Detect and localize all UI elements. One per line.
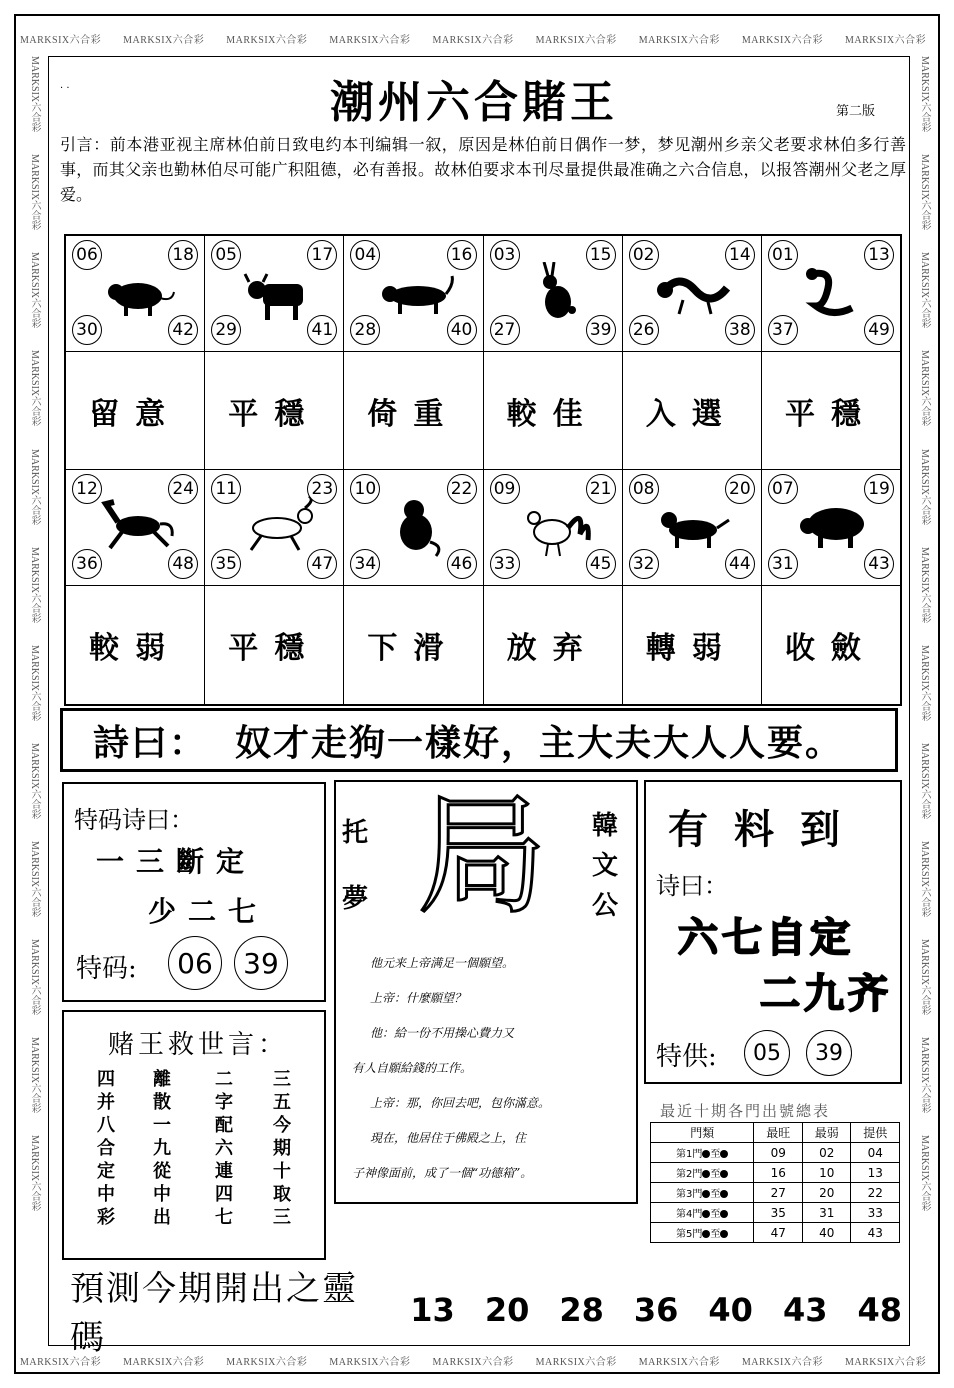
stats-offer: 22 (851, 1183, 900, 1203)
goat-icon (235, 496, 315, 558)
zodiac-number: 35 (211, 549, 241, 579)
stats-header: 最弱 (802, 1123, 851, 1143)
zodiac-status: 留意 (66, 352, 205, 469)
stats-hot: 27 (754, 1183, 803, 1203)
zodiac-number: 31 (768, 549, 798, 579)
story-line: 有人自願給錢的工作。 (352, 1061, 473, 1075)
ball-icon (720, 1150, 728, 1158)
watermark-text: MARKSIX六合彩 (919, 252, 930, 329)
poem-label: 詩曰： (93, 722, 208, 764)
watermark-text: MARKSIX六合彩 (919, 546, 930, 623)
watermark-text: MARKSIX六合彩 (919, 154, 930, 231)
watermark-text: MARKSIX六合彩 (919, 56, 930, 133)
zodiac-cell (623, 470, 762, 585)
watermark-text: MARKSIX六合彩 (29, 939, 40, 1016)
gambler-words-column: 二字配六連四七 (215, 1069, 233, 1228)
zodiac-number: 33 (490, 549, 520, 579)
zodiac-number: 29 (211, 315, 241, 345)
zodiac-number: 04 (350, 240, 380, 270)
story-line: 他元来上帝满足一個願望。 (370, 956, 515, 970)
zodiac-number: 14 (725, 240, 755, 270)
zodiac-number: 37 (768, 315, 798, 345)
zodiac-status: 平穩 (205, 586, 344, 704)
special-code-number: 06 (168, 936, 222, 990)
stats-hot: 16 (754, 1163, 803, 1183)
zodiac-status: 轉弱 (623, 586, 762, 704)
prediction-label: 預測今期開出之靈碼 (70, 1269, 358, 1358)
watermark-text: MARKSIX六合彩 (226, 34, 308, 46)
zodiac-cell (344, 236, 483, 351)
ball-icon (720, 1190, 728, 1198)
stats-row (651, 1223, 900, 1243)
watermark-text: MARKSIX六合彩 (845, 1356, 927, 1368)
stats-gate (651, 1223, 754, 1243)
zodiac-animal-row (66, 470, 900, 586)
zodiac-number: 28 (350, 315, 380, 345)
zodiac-number: 27 (490, 315, 520, 345)
zodiac-number: 10 (350, 474, 380, 504)
zodiac-number: 24 (168, 474, 198, 504)
zodiac-number: 01 (768, 240, 798, 270)
dream-label-char: 夢 (342, 884, 369, 914)
zodiac-status: 平穩 (784, 396, 877, 432)
watermark-text: MARKSIX六合彩 (29, 546, 40, 623)
zodiac-number: 13 (864, 240, 894, 270)
zodiac-cell (66, 470, 205, 585)
watermark-text: MARKSIX六合彩 (29, 1037, 40, 1114)
zodiac-number: 39 (586, 315, 616, 345)
ball-icon (720, 1230, 728, 1238)
pig-icon (792, 496, 872, 558)
watermark-text: MARKSIX六合彩 (741, 1356, 823, 1368)
zodiac-number: 43 (864, 549, 894, 579)
zodiac-number: 21 (586, 474, 616, 504)
watermark-text: MARKSIX六合彩 (20, 1356, 102, 1368)
story-line: 他：給一份不用操心費力又 (370, 1026, 515, 1040)
zodiac-number: 42 (168, 315, 198, 345)
stats-offer: 43 (851, 1223, 900, 1243)
zodiac-status: 下滑 (344, 586, 483, 704)
zodiac-number: 15 (586, 240, 616, 270)
gate-label: 第5門 (676, 1229, 703, 1240)
gambler-words-column: 四并八合定中彩 (97, 1069, 115, 1228)
watermark-text: MARKSIX六合彩 (29, 350, 40, 427)
page-title: 潮州六合賭王 (330, 77, 618, 128)
stats-offer: 04 (851, 1143, 900, 1163)
zodiac-number: 18 (168, 240, 198, 270)
stats-table (650, 1122, 900, 1243)
zodiac-number: 07 (768, 474, 798, 504)
stats-gate (651, 1163, 754, 1183)
arrival-offer-number: 39 (806, 1030, 852, 1076)
gambler-words-title: 赌王救世言： (108, 1030, 289, 1060)
zodiac-number: 11 (211, 474, 241, 504)
zodiac-cell (623, 236, 762, 351)
zodiac-number: 44 (725, 549, 755, 579)
zodiac-number: 34 (350, 549, 380, 579)
watermark-text: MARKSIX六合彩 (29, 1135, 40, 1212)
watermark-text: MARKSIX六合彩 (226, 1356, 308, 1368)
zodiac-number: 47 (307, 549, 337, 579)
gambler-words-column: 離散一九從中出 (153, 1069, 171, 1228)
zodiac-grid (64, 234, 902, 706)
watermark-text: MARKSIX六合彩 (20, 34, 102, 46)
zodiac-status: 較弱 (66, 586, 205, 704)
stats-header: 最旺 (754, 1123, 803, 1143)
watermark-text: MARKSIX六合彩 (919, 841, 930, 918)
arrival-offer-label: 特供: (656, 1042, 717, 1072)
tiger-icon (374, 262, 454, 324)
story-line: 上帝：那，你回去吧，包你滿意。 (370, 1096, 551, 1110)
story-line: 現在，他居住于佛殿之上，住 (370, 1131, 527, 1145)
stats-hot: 35 (754, 1203, 803, 1223)
rabbit-icon (514, 262, 594, 324)
zodiac-number: 48 (168, 549, 198, 579)
watermark-text: MARKSIX六合彩 (29, 841, 40, 918)
zodiac-status: 平穩 (205, 352, 344, 469)
gambler-words-column: 三五今期十取三 (273, 1069, 291, 1228)
stats-header: 門類 (651, 1123, 754, 1143)
zodiac-number: 06 (72, 240, 102, 270)
watermark-text: MARKSIX六合彩 (432, 1356, 514, 1368)
watermark-text: MARKSIX六合彩 (123, 34, 205, 46)
stats-row (651, 1203, 900, 1223)
watermark-text: MARKSIX六合彩 (919, 742, 930, 819)
zodiac-status: 收斂 (784, 631, 877, 666)
zodiac-animal-row (66, 236, 900, 352)
stats-offer: 13 (851, 1163, 900, 1183)
gate-range: 至 (710, 1209, 721, 1220)
stats-cold: 02 (802, 1143, 851, 1163)
zodiac-cell (762, 236, 900, 351)
arrival-title: 有料到 (668, 807, 866, 853)
edition-label: 第二版 (836, 104, 876, 119)
dream-big-char: 局 (416, 780, 547, 932)
gate-label: 第3門 (676, 1189, 703, 1200)
watermark-text: MARKSIX六合彩 (29, 448, 40, 525)
gate-range: 至 (710, 1189, 721, 1200)
horse-icon (96, 496, 176, 558)
zodiac-number: 19 (864, 474, 894, 504)
ball-icon (720, 1210, 728, 1218)
zodiac-number: 03 (490, 240, 520, 270)
zodiac-cell (484, 470, 623, 585)
watermark-right (917, 56, 937, 1346)
special-poem-title: 特码诗曰： (74, 806, 194, 834)
zodiac-number: 22 (447, 474, 477, 504)
watermark-text: MARKSIX六合彩 (29, 742, 40, 819)
watermark-text: MARKSIX六合彩 (329, 1356, 411, 1368)
watermark-text: MARKSIX六合彩 (29, 252, 40, 329)
zodiac-cell (484, 236, 623, 351)
dragon-icon (653, 262, 733, 324)
watermark-text: MARKSIX六合彩 (845, 34, 927, 46)
poem-banner (60, 708, 898, 772)
arrival-poem-line1: 六七自定 (678, 915, 854, 961)
stats-header: 提供 (851, 1123, 900, 1143)
zodiac-status-row (66, 352, 900, 470)
prediction-number: 48 (857, 1291, 902, 1329)
special-poem-line1: 一三斷定 (96, 845, 257, 878)
zodiac-number: 09 (490, 474, 520, 504)
zodiac-status: 放弃 (484, 586, 623, 704)
ox-icon (235, 262, 315, 324)
zodiac-number: 45 (586, 549, 616, 579)
watermark-text: MARKSIX六合彩 (919, 1135, 930, 1212)
prediction-number: 28 (559, 1291, 604, 1329)
prediction-number: 36 (633, 1291, 679, 1329)
dream-author: 韓文公 (591, 811, 618, 921)
watermark-text: MARKSIX六合彩 (741, 34, 823, 46)
watermark-text: MARKSIX六合彩 (638, 34, 720, 46)
rat-icon (96, 262, 176, 324)
stats-gate (651, 1183, 754, 1203)
watermark-text: MARKSIX六合彩 (919, 644, 930, 721)
special-code-label: 特码: (76, 954, 137, 984)
zodiac-number: 08 (629, 474, 659, 504)
watermark-text: MARKSIX六合彩 (919, 1037, 930, 1114)
stats-hot: 47 (754, 1223, 803, 1243)
zodiac-status: 倚重 (344, 352, 483, 469)
zodiac-number: 40 (447, 315, 477, 345)
dream-story (352, 946, 632, 1191)
zodiac-status-row (66, 586, 900, 704)
zodiac-number: 23 (307, 474, 337, 504)
intro-text: 引言：前本港亚视主席林伯前日致电约本刊编辑一叙，原因是林伯前日偶作一梦，梦见潮州乡亲父老要求林伯多行善事，而其父亲也勤林伯尽可能广积阻德，必有善报。故林伯要求本刊尽量提供最准确之六合信息，以报答潮州父老之厚爱。 (60, 135, 906, 204)
zodiac-number: 20 (725, 474, 755, 504)
watermark-top (20, 28, 932, 48)
stats-gate (651, 1203, 754, 1223)
zodiac-number: 16 (447, 240, 477, 270)
story-line: 上帝：什麼願望？ (370, 991, 467, 1005)
stats-table-title: 最近十期各門出號總表 (660, 1102, 831, 1120)
rooster-icon (514, 496, 594, 558)
header-dots: . . (60, 80, 70, 91)
watermark-text: MARKSIX六合彩 (919, 939, 930, 1016)
watermark-text: MARKSIX六合彩 (919, 350, 930, 427)
stats-row (651, 1183, 900, 1203)
zodiac-number: 26 (629, 315, 659, 345)
zodiac-number: 32 (629, 549, 659, 579)
watermark-text: MARKSIX六合彩 (29, 154, 40, 231)
snake-icon (792, 262, 872, 324)
watermark-text: MARKSIX六合彩 (535, 34, 617, 46)
zodiac-number: 49 (864, 315, 894, 345)
watermark-text: MARKSIX六合彩 (123, 1356, 205, 1368)
watermark-text: MARKSIX六合彩 (29, 644, 40, 721)
watermark-text: MARKSIX六合彩 (919, 448, 930, 525)
zodiac-number: 46 (447, 549, 477, 579)
zodiac-number: 05 (211, 240, 241, 270)
prediction-number: 40 (708, 1291, 753, 1329)
special-poem-line2: 少二七 (148, 895, 269, 928)
dog-icon (653, 496, 733, 558)
gate-range: 至 (710, 1229, 721, 1240)
zodiac-number: 41 (307, 315, 337, 345)
arrival-offer-number: 05 (744, 1030, 790, 1076)
watermark-text: MARKSIX六合彩 (638, 1356, 720, 1368)
zodiac-status: 較佳 (484, 352, 623, 469)
zodiac-number: 30 (72, 315, 102, 345)
stats-hot: 09 (754, 1143, 803, 1163)
prediction-number: 20 (484, 1291, 530, 1329)
stats-cold: 31 (802, 1203, 851, 1223)
dream-label-char: 托 (342, 818, 369, 848)
stats-offer: 33 (851, 1203, 900, 1223)
gate-label: 第4門 (676, 1209, 703, 1220)
watermark-text: MARKSIX六合彩 (535, 1356, 617, 1368)
stats-row (651, 1143, 900, 1163)
gate-range: 至 (710, 1149, 721, 1160)
watermark-left (27, 56, 47, 1346)
prediction-number: 43 (782, 1291, 828, 1329)
story-line: 子神像面前，成了一個“功德箱”。 (352, 1166, 533, 1180)
stats-cold: 10 (802, 1163, 851, 1183)
zodiac-number: 38 (725, 315, 755, 345)
watermark-text: MARKSIX六合彩 (432, 34, 514, 46)
arrival-poem-label: 诗曰： (656, 872, 728, 900)
zodiac-cell (205, 470, 344, 585)
gate-label: 第1門 (676, 1149, 703, 1160)
ball-icon (720, 1170, 728, 1178)
watermark-text: MARKSIX六合彩 (329, 34, 411, 46)
stats-gate (651, 1143, 754, 1163)
arrival-poem-line2: 二九齐 (760, 971, 892, 1017)
zodiac-number: 17 (307, 240, 337, 270)
prediction-number: 13 (410, 1291, 455, 1329)
zodiac-cell (762, 470, 900, 585)
special-code-number: 39 (234, 936, 288, 990)
zodiac-cell (66, 236, 205, 351)
zodiac-number: 02 (629, 240, 659, 270)
poem-text: 奴才走狗一樣好，主大夫大人人要。 (235, 722, 844, 764)
zodiac-cell (205, 236, 344, 351)
prediction-bar (62, 1269, 902, 1358)
stats-row (651, 1163, 900, 1183)
stats-cold: 20 (802, 1183, 851, 1203)
watermark-text: MARKSIX六合彩 (29, 56, 40, 133)
zodiac-cell (344, 470, 483, 585)
zodiac-number: 36 (72, 549, 102, 579)
zodiac-number: 12 (72, 474, 102, 504)
zodiac-status: 入選 (623, 352, 762, 469)
gate-label: 第2門 (676, 1169, 703, 1180)
gate-range: 至 (710, 1169, 721, 1180)
monkey-icon (374, 496, 454, 558)
stats-cold: 40 (802, 1223, 851, 1243)
